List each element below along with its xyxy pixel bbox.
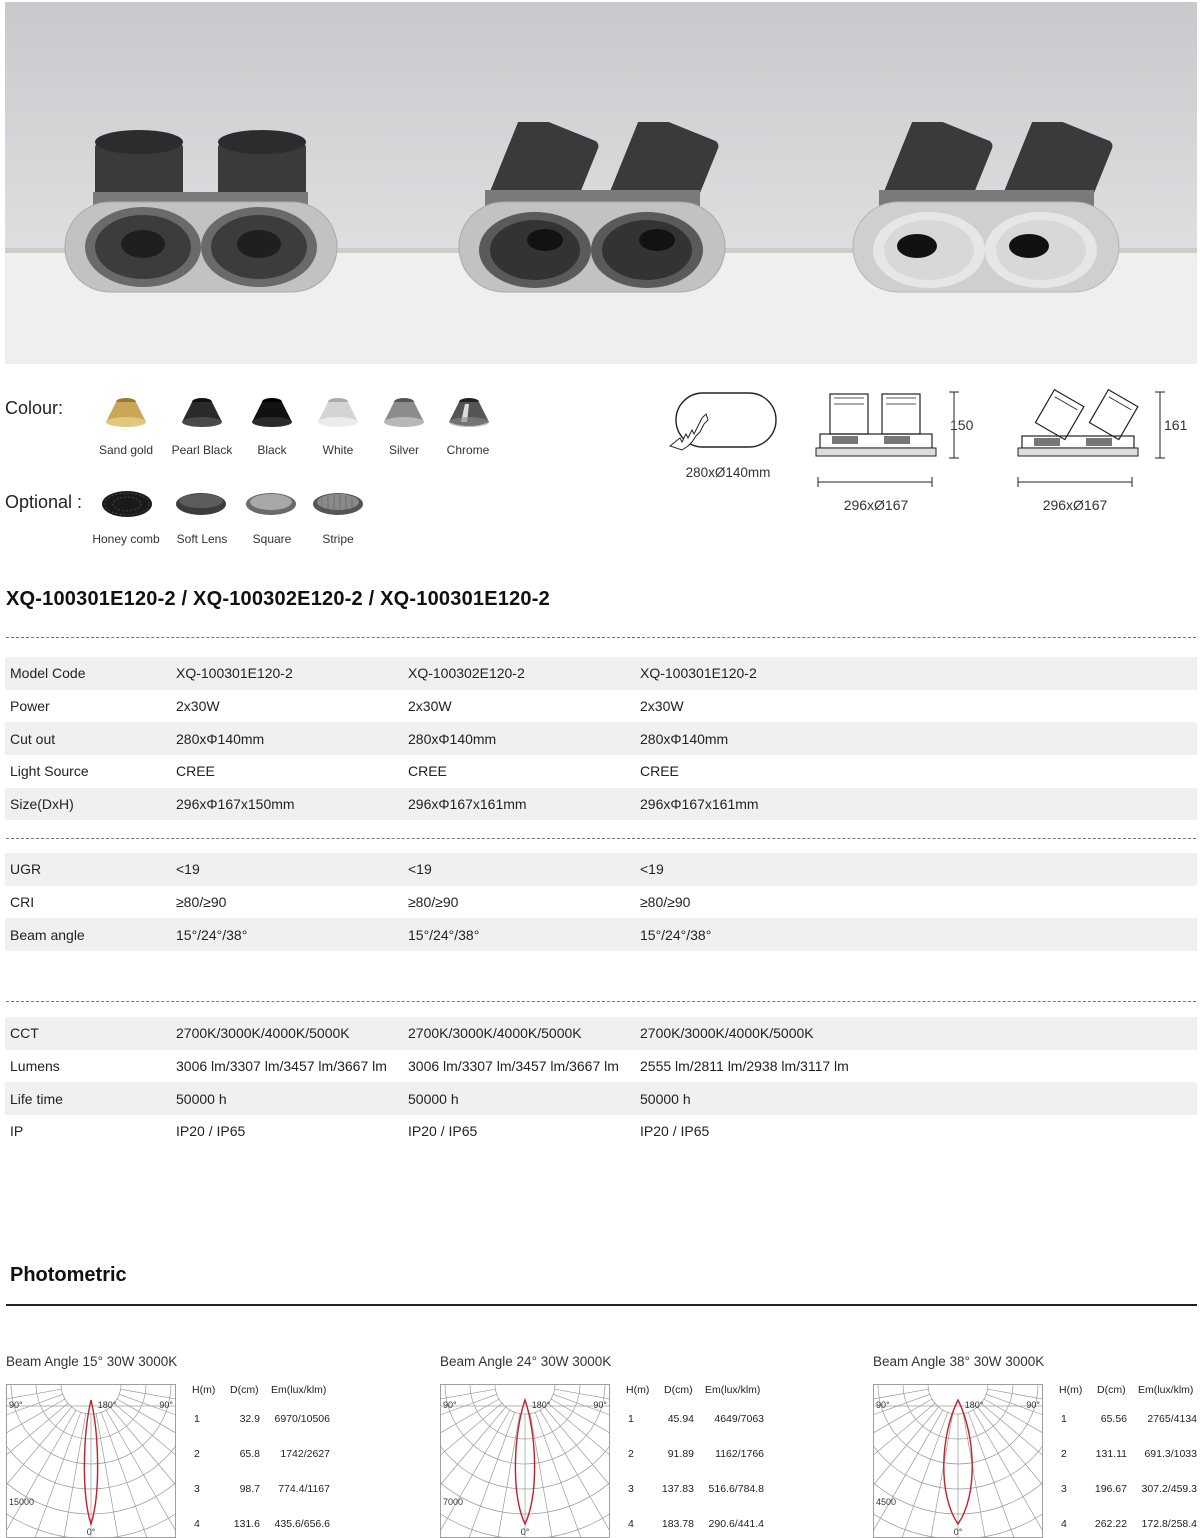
photometric-column-header: D(cm) <box>1097 1384 1126 1396</box>
colour-name: Sand gold <box>98 443 154 457</box>
product-tilt-white <box>851 122 1121 297</box>
spec-value: CREE <box>640 763 679 780</box>
spec-label: Model Code <box>5 657 176 690</box>
photometric-illuminance: 307.2/459.3 <box>1141 1483 1197 1495</box>
spec-value: 50000 h <box>408 1082 640 1115</box>
stripe-accessory <box>312 488 364 520</box>
photometric-illuminance: 691.3/1033 <box>1144 1448 1197 1460</box>
table-row <box>5 1017 1197 1050</box>
polar-label-90-left: 90° <box>9 1400 23 1410</box>
photometric-table <box>1059 1384 1199 1538</box>
photometric-height: 2 <box>1061 1448 1067 1460</box>
photometric-illuminance: 2765/4134 <box>1147 1413 1197 1425</box>
spec-value: 296xΦ167x161mm <box>408 788 640 821</box>
photometric-illuminance: 172.8/258.4 <box>1141 1518 1197 1530</box>
photometric-column-header: Em(lux/klm) <box>271 1384 327 1396</box>
table-row <box>5 1050 1197 1083</box>
square-accessory <box>245 488 297 520</box>
product-hero-image <box>5 2 1197 364</box>
photometric-title: Beam Angle 24° 30W 3000K <box>440 1354 612 1369</box>
table-row <box>5 918 1197 951</box>
table-row <box>5 788 1197 821</box>
tilt-size-dimension: 296xØ167 <box>1042 497 1108 513</box>
spec-value: IP20 / IP65 <box>640 1123 710 1140</box>
photometric-diameter: 131.11 <box>1095 1448 1127 1460</box>
colour-name: Chrome <box>446 443 490 457</box>
polar-scale-label: 4500 <box>876 1497 897 1507</box>
colour-name: Black <box>257 443 287 457</box>
spec-label: Power <box>10 698 50 715</box>
optional-name: Honey comb <box>92 532 160 546</box>
polar-label-180: 180° <box>964 1400 984 1410</box>
photometric-illuminance: 1742/2627 <box>280 1448 330 1460</box>
product-tilt-chrome <box>457 122 727 297</box>
sand-gold-swatch <box>104 394 148 430</box>
divider <box>6 637 1196 638</box>
spec-label: Life time <box>5 1082 176 1115</box>
photometric-illuminance: 290.6/441.4 <box>708 1518 764 1530</box>
spec-label: Lumens <box>10 1058 60 1075</box>
photometric-column-header: D(cm) <box>664 1384 693 1396</box>
photometric-height: 1 <box>194 1413 200 1425</box>
photometric-column-header: H(m) <box>1059 1384 1083 1396</box>
photometric-height: 4 <box>1061 1518 1067 1530</box>
spec-value: IP20 / IP65 <box>176 1123 246 1140</box>
silver-swatch <box>382 394 426 430</box>
photometric-height: 2 <box>194 1448 200 1460</box>
photometric-column-header: H(m) <box>192 1384 216 1396</box>
spec-value: XQ-100301E120-2 <box>176 657 408 690</box>
tilt-side-drawing <box>1010 388 1185 488</box>
divider <box>6 1001 1196 1002</box>
spec-value: 2700K/3000K/4000K/5000K <box>176 1017 408 1050</box>
photometric-table <box>192 1384 332 1538</box>
spec-table-optics <box>5 853 1197 951</box>
spec-value: 3006 lm/3307 lm/3457 lm/3667 lm <box>408 1058 619 1075</box>
colour-label: Colour: <box>5 398 64 418</box>
black-swatch <box>250 394 294 430</box>
photometric-diameter: 183.78 <box>661 1518 694 1530</box>
honey-comb-accessory <box>101 488 153 520</box>
spec-label: CRI <box>10 894 35 911</box>
polar-scale-label: 15000 <box>9 1497 35 1507</box>
spec-value: 15°/24°/38° <box>176 918 408 951</box>
photometric-block <box>6 1350 436 1538</box>
photometric-diameter: 98.7 <box>239 1483 260 1495</box>
photometric-height: 3 <box>194 1483 200 1495</box>
spec-value: 15°/24°/38° <box>408 918 640 951</box>
spec-label: Beam angle <box>5 918 176 951</box>
spec-value: 2x30W <box>176 698 220 715</box>
polar-scale-label: 7000 <box>443 1497 464 1507</box>
table-row <box>5 1115 1197 1148</box>
spec-value: 2700K/3000K/4000K/5000K <box>408 1017 640 1050</box>
photometric-illuminance: 516.6/784.8 <box>708 1483 764 1495</box>
spec-value: <19 <box>176 853 408 886</box>
photometric-height: 4 <box>628 1518 634 1530</box>
photometric-column-header: Em(lux/klm) <box>1138 1384 1194 1396</box>
spec-value: 50000 h <box>640 1082 1197 1115</box>
spec-value: 50000 h <box>176 1082 408 1115</box>
optional-name: Square <box>252 532 292 546</box>
photometric-diameter: 32.9 <box>239 1413 260 1425</box>
soft-lens-accessory <box>175 488 227 520</box>
spec-label: CCT <box>5 1017 176 1050</box>
polar-label-180: 180° <box>97 1400 117 1410</box>
table-row <box>5 657 1197 690</box>
spec-label: UGR <box>5 853 176 886</box>
spec-value: 280xΦ140mm <box>176 722 408 755</box>
table-row <box>5 1082 1197 1115</box>
polar-diagram <box>873 1384 1043 1538</box>
spec-label: Cut out <box>5 722 176 755</box>
photometric-diameter: 45.94 <box>667 1413 694 1425</box>
photometric-heading: Photometric <box>10 1264 127 1286</box>
white-swatch <box>316 394 360 430</box>
spec-table-performance <box>5 1017 1197 1148</box>
photometric-height: 2 <box>628 1448 634 1460</box>
polar-label-90-left: 90° <box>876 1400 890 1410</box>
spec-label: Size(DxH) <box>5 788 176 821</box>
spec-value: ≥80/≥90 <box>176 894 227 911</box>
polar-label-90-right: 90° <box>159 1400 173 1410</box>
spec-value: 2555 lm/2811 lm/2938 lm/3117 lm <box>640 1058 849 1075</box>
polar-diagram <box>440 1384 610 1538</box>
spec-value: 15°/24°/38° <box>640 918 1197 951</box>
spec-value: IP20 / IP65 <box>408 1123 478 1140</box>
polar-label-90-right: 90° <box>1026 1400 1040 1410</box>
table-row <box>5 722 1197 755</box>
pearl-black-swatch <box>180 394 224 430</box>
spec-value: 3006 lm/3307 lm/3457 lm/3667 lm <box>176 1058 387 1075</box>
photometric-height: 1 <box>628 1413 634 1425</box>
photometric-illuminance: 6970/10506 <box>274 1413 330 1425</box>
polar-label-0: 0° <box>520 1527 530 1537</box>
spec-value: 2x30W <box>640 698 684 715</box>
tilt-height-dimension: 161 <box>1164 417 1188 433</box>
cutout-drawing <box>668 390 780 454</box>
polar-label-0: 0° <box>953 1527 963 1537</box>
photometric-height: 1 <box>1061 1413 1067 1425</box>
spec-value: 296xΦ167x150mm <box>176 788 408 821</box>
spec-value: CREE <box>176 763 215 780</box>
photometric-block <box>440 1350 870 1538</box>
photometric-illuminance: 774.4/1167 <box>278 1483 330 1495</box>
colour-name: White <box>322 443 354 457</box>
product-fixed-chrome <box>63 122 339 297</box>
optional-name: Stripe <box>322 532 354 546</box>
photometric-height: 3 <box>1061 1483 1067 1495</box>
polar-label-180: 180° <box>531 1400 551 1410</box>
photometric-diameter: 137.83 <box>661 1483 694 1495</box>
polar-label-90-right: 90° <box>593 1400 607 1410</box>
polar-label-0: 0° <box>86 1527 96 1537</box>
spec-value: XQ-100302E120-2 <box>408 657 640 690</box>
colour-name: Silver <box>388 443 419 457</box>
photometric-diameter: 65.8 <box>239 1448 260 1460</box>
photometric-diameter: 262.22 <box>1094 1518 1127 1530</box>
photometric-table <box>626 1384 766 1538</box>
chrome-swatch <box>447 394 491 430</box>
cutout-dimension: 280xØ140mm <box>685 465 771 480</box>
fixed-height-dimension: 150 <box>950 417 974 433</box>
spec-value: <19 <box>408 853 640 886</box>
photometric-diameter: 91.89 <box>667 1448 694 1460</box>
polar-label-90-left: 90° <box>443 1400 457 1410</box>
photometric-illuminance: 1162/1766 <box>715 1448 764 1460</box>
photometric-block <box>873 1350 1200 1538</box>
spec-value: <19 <box>640 853 1197 886</box>
spec-value: CREE <box>408 763 447 780</box>
spec-label: Light Source <box>10 763 89 780</box>
photometric-column-header: H(m) <box>626 1384 650 1396</box>
table-row <box>5 886 1197 919</box>
product-title: XQ-100301E120-2 / XQ-100302E120-2 / XQ-100301E120-2 <box>6 588 550 610</box>
fixed-side-drawing <box>812 390 987 490</box>
spec-value: XQ-100301E120-2 <box>640 657 1197 690</box>
spec-value: ≥80/≥90 <box>408 894 459 911</box>
photometric-title: Beam Angle 15° 30W 3000K <box>6 1354 178 1369</box>
spec-value: 2700K/3000K/4000K/5000K <box>640 1017 1197 1050</box>
optional-name: Soft Lens <box>176 532 228 546</box>
colour-name: Pearl Black <box>171 443 233 457</box>
photometric-height: 3 <box>628 1483 634 1495</box>
polar-diagram <box>6 1384 176 1538</box>
spec-value: 2x30W <box>408 698 452 715</box>
photometric-title: Beam Angle 38° 30W 3000K <box>873 1354 1045 1369</box>
photometric-diameter: 196.67 <box>1094 1483 1127 1495</box>
photometric-diameter: 131.6 <box>233 1518 260 1530</box>
table-row <box>5 690 1197 723</box>
photometric-illuminance: 4649/7063 <box>714 1413 764 1425</box>
photometric-diameter: 65.56 <box>1100 1413 1127 1425</box>
spec-label: IP <box>10 1123 24 1140</box>
spec-value: ≥80/≥90 <box>640 894 691 911</box>
table-row <box>5 853 1197 886</box>
photometric-height: 4 <box>194 1518 200 1530</box>
divider <box>6 838 1196 839</box>
spec-value: 296xΦ167x161mm <box>640 788 1197 821</box>
photometric-column-header: Em(lux/klm) <box>705 1384 761 1396</box>
spec-value: 280xΦ140mm <box>408 722 640 755</box>
optional-label: Optional : <box>5 492 83 512</box>
spec-value: 280xΦ140mm <box>640 722 1197 755</box>
photometric-illuminance: 435.6/656.6 <box>274 1518 330 1530</box>
photometric-column-header: D(cm) <box>230 1384 259 1396</box>
fixed-size-dimension: 296xØ167 <box>843 497 909 513</box>
photometric-rule <box>6 1304 1197 1306</box>
spec-table-general <box>5 657 1197 820</box>
table-row <box>5 755 1197 788</box>
